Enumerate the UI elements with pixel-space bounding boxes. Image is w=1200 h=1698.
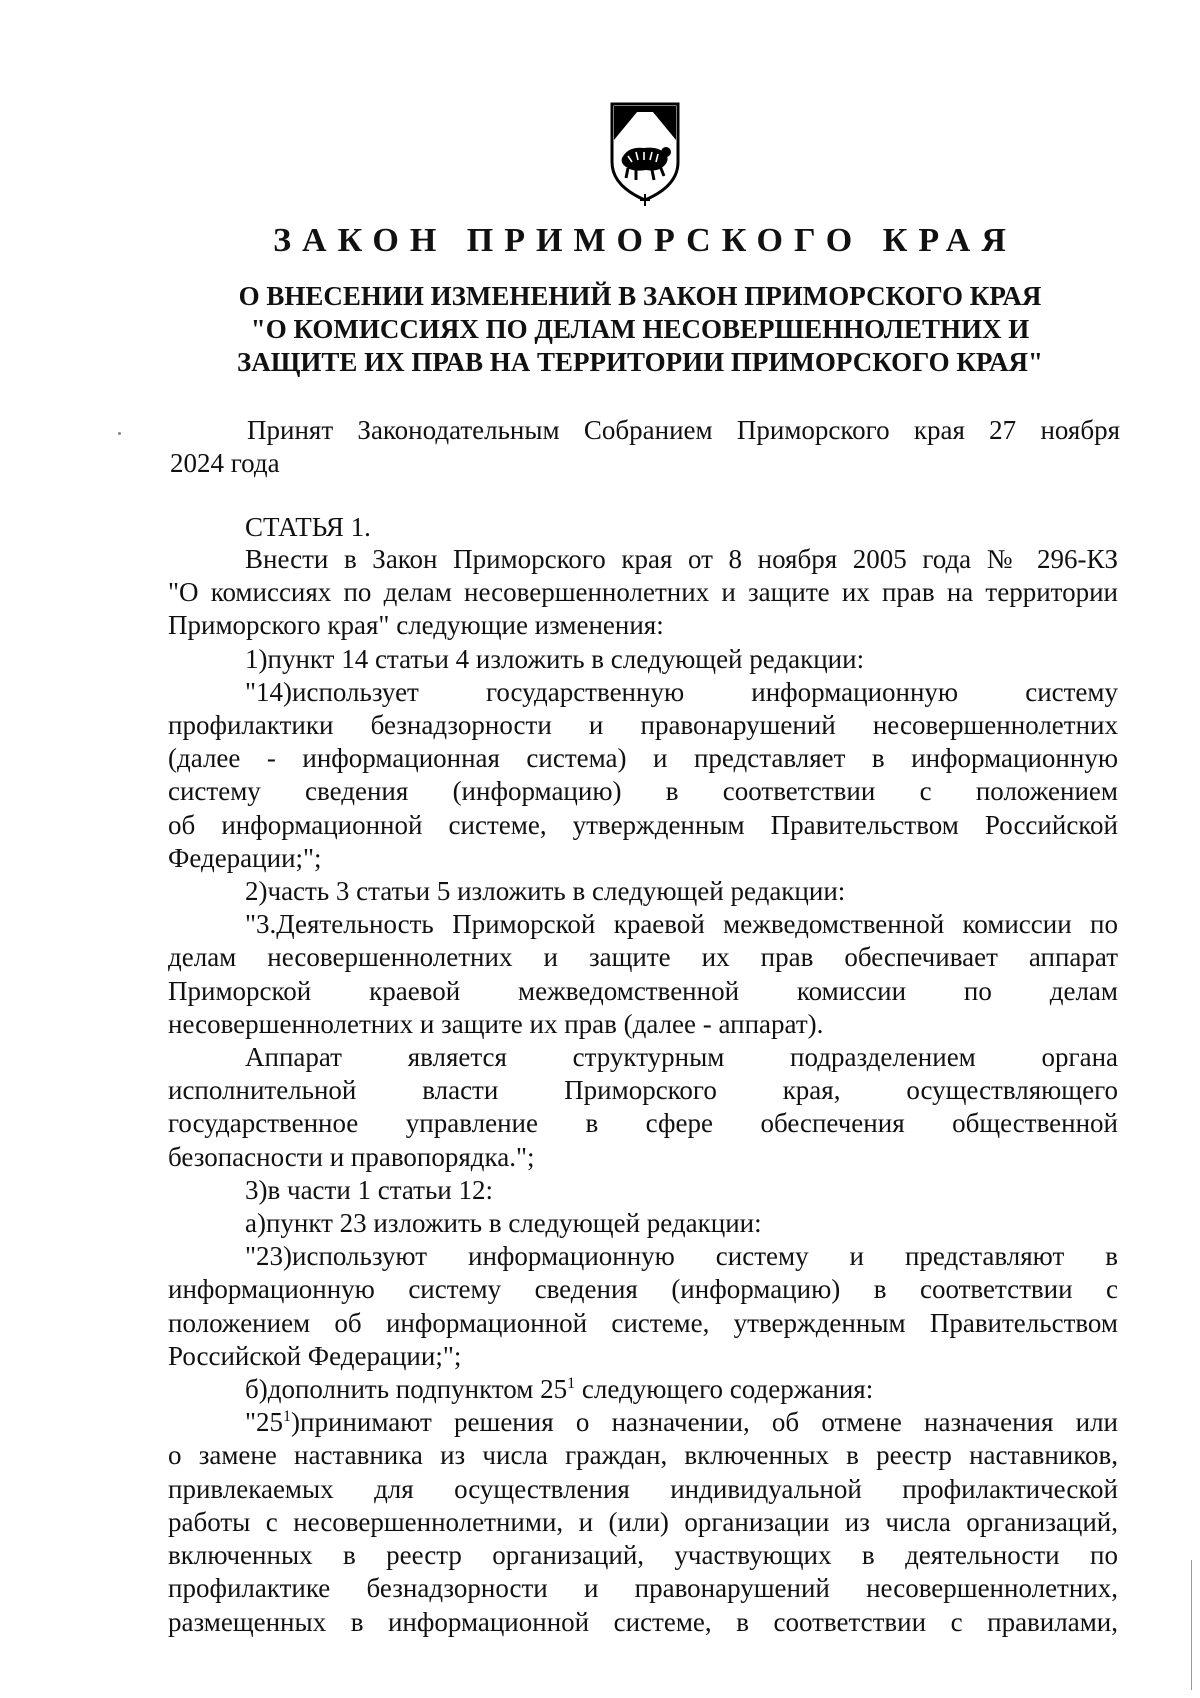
text-line: "23)используют информационную систему и представляют в xyxy=(245,1241,1118,1272)
text-line: Приморского края" следующие изменения: xyxy=(168,610,664,641)
law-title xyxy=(170,280,1110,379)
text-line: Российской Федерации;"; xyxy=(168,1340,462,1371)
text-line: исполнительной власти Приморского края, осуществляющего xyxy=(168,1075,1118,1106)
law-heading: ЗАКОН ПРИМОРСКОГО КРАЯ xyxy=(273,222,1017,259)
text-line: государственное управление в сфере обеспечения общественной xyxy=(168,1108,1118,1139)
text-line: о замене наставника из числа граждан, включенных в реестр наставников, xyxy=(168,1440,1118,1471)
article-label: СТАТЬЯ 1. xyxy=(245,512,371,542)
text-line: "О комиссиях по делам несовершеннолетних и защите их прав на территории xyxy=(168,577,1118,608)
text-span: )принимают решения о назначении, об отмене назначения или xyxy=(291,1407,1118,1438)
adoption-line: Принят Законодательным Собранием Приморского края 27 ноября xyxy=(247,415,1120,445)
text-line: а)пункт 23 изложить в следующей редакции: xyxy=(245,1208,762,1239)
text-line: систему сведения (информацию) в соответствии с положением xyxy=(168,776,1118,807)
text-line: Приморской краевой межведомственной комиссии по делам xyxy=(168,975,1118,1006)
text-line: (далее - информационная система) и представляет в информационную xyxy=(168,743,1118,774)
text-line: "14)использует государственную информационную систему xyxy=(245,676,1118,707)
text-line: 2)часть 3 статьи 5 изложить в следующей редакции: xyxy=(245,876,846,907)
text-line: 1)пункт 14 статьи 4 изложить в следующей редакции: xyxy=(245,643,865,674)
text-line: профилактике безнадзорности и правонарушений несовершеннолетних, xyxy=(168,1573,1118,1604)
adoption-line: 2024 года xyxy=(170,448,280,478)
text-line: 3)в части 1 статьи 12: xyxy=(245,1174,493,1205)
text-span: следующего содержания: xyxy=(575,1374,874,1405)
text-line: привлекаемых для осуществления индивидуальной профилактической xyxy=(168,1473,1118,1504)
superscript: 1 xyxy=(283,1408,292,1426)
text-span: "25 xyxy=(245,1407,284,1438)
margin-mark xyxy=(118,432,121,435)
text-line: информационную систему сведения (информацию) в соответствии с xyxy=(168,1274,1118,1305)
text-line: несовершеннолетних и защите их прав (далее - аппарат). xyxy=(168,1008,824,1039)
text-line: Федерации;"; xyxy=(168,842,322,873)
text-line: делам несовершеннолетних и защите их прав обеспечивает аппарат xyxy=(168,942,1118,973)
adoption-note xyxy=(170,414,1120,480)
text-line: положением об информационной системе, утвержденным Правительством xyxy=(168,1307,1118,1338)
text-line: размещенных в информационной системе, в соответствии с правилами, xyxy=(168,1606,1118,1637)
text-line: "3.Деятельность Приморской краевой межведомственной комиссии по xyxy=(245,909,1118,940)
text-span: б)дополнить подпунктом 25 xyxy=(245,1374,568,1405)
text-line xyxy=(168,1373,1118,1406)
law-title-line: "О КОМИССИЯХ ПО ДЕЛАМ НЕСОВЕРШЕННОЛЕТНИХ И xyxy=(250,314,1030,344)
coat-of-arms-icon xyxy=(606,100,684,208)
text-line: безопасности и правопорядка."; xyxy=(168,1141,535,1172)
law-title-line: ЗАЩИТЕ ИХ ПРАВ НА ТЕРРИТОРИИ ПРИМОРСКОГО КРАЯ" xyxy=(237,347,1043,377)
text-line xyxy=(168,1406,1118,1439)
article-body xyxy=(168,543,1118,1639)
text-line: работы с несовершеннолетними, и (или) организации из числа организаций, xyxy=(168,1506,1118,1537)
scan-edge-line xyxy=(1191,1560,1192,1690)
text-line: об информационной системе, утвержденным Правительством Российской xyxy=(168,809,1118,840)
superscript: 1 xyxy=(567,1375,576,1393)
text-line: Внести в Закон Приморского края от 8 ноября 2005 года № 296-КЗ xyxy=(245,544,1118,574)
text-line: включенных в реестр организаций, участвующих в деятельности по xyxy=(168,1540,1118,1571)
text-line: Аппарат является структурным подразделением органа xyxy=(245,1042,1118,1073)
law-title-line: О ВНЕСЕНИИ ИЗМЕНЕНИЙ В ЗАКОН ПРИМОРСКОГО КРАЯ xyxy=(238,281,1042,311)
text-line: профилактики безнадзорности и правонарушений несовершеннолетних xyxy=(168,710,1118,741)
